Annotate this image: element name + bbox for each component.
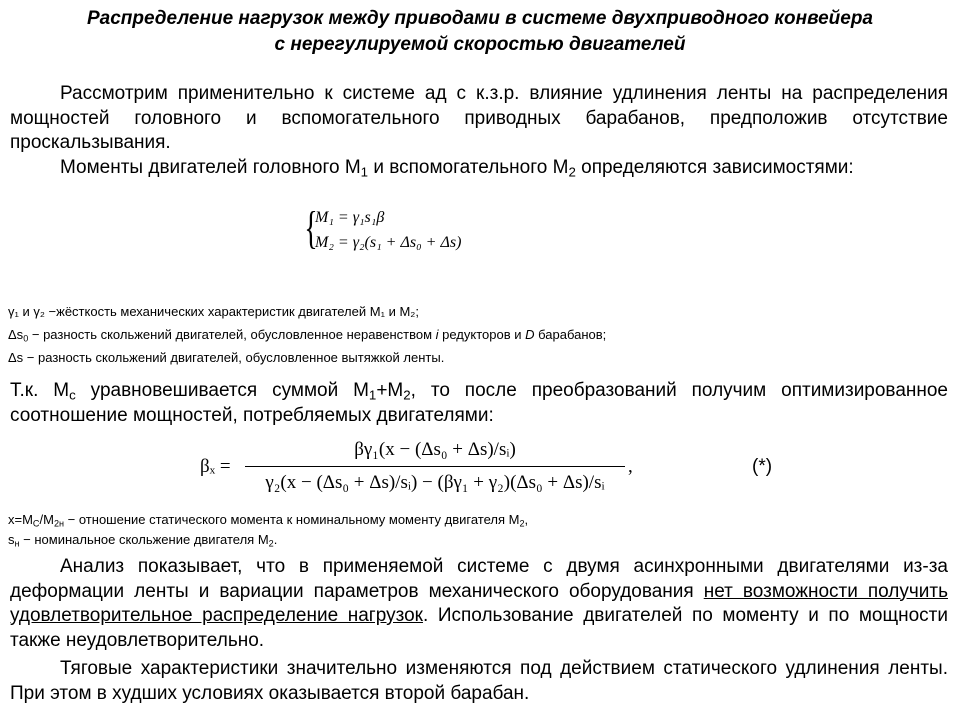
title-line-2: с нерегулируемой скоростью двигателей xyxy=(274,34,686,55)
formula-lhs: βₓ = xyxy=(200,456,231,477)
note-s-end: . xyxy=(273,532,278,547)
tk-b: уравновешивается суммой М xyxy=(75,380,369,401)
analysis-paragraph xyxy=(10,555,948,653)
note-ds0-D: D xyxy=(525,327,535,342)
equation-m1: M₁ = γ₁s₁β xyxy=(315,209,385,226)
note-s-rest: − номинальное скольжение двигателя М xyxy=(19,532,269,547)
note-ds0-i: i xyxy=(435,327,439,342)
analysis-underlined: нет возможности получить удовлетворительное распределение нагрузок xyxy=(10,580,948,626)
intro-paragraph: Рассмотрим применительно к системе ад с к.з.р. влияние удлинения ленты на распределения мощностей головного и вспомогательного приводных барабанов, предположив отсутствие проскальзывания. xyxy=(10,83,948,153)
note-s-sub-2: 2 xyxy=(268,538,274,549)
moments-text-c: определяются зависимостями: xyxy=(575,157,854,178)
note-ds0-a: Δs xyxy=(8,327,24,342)
note-ds0-sub: 0 xyxy=(23,333,29,344)
moments-sub-1: 1 xyxy=(360,164,369,180)
tk-sub-c: c xyxy=(69,387,76,403)
note-x-end: , xyxy=(524,512,529,527)
note-ds0-d: барабанов; xyxy=(534,327,607,342)
analysis-a: Анализ показывает, что в применяемой системе с двумя асинхронными двигателями из-за деформации ленты и вариации параметров механического оборудования xyxy=(10,556,948,602)
note-x-slash: /M xyxy=(39,512,54,527)
tk-sub-1: 1 xyxy=(368,387,377,403)
note-s-a: s xyxy=(8,532,15,547)
formula-fraction xyxy=(245,436,625,497)
slide-title xyxy=(20,6,940,58)
note-ds0 xyxy=(8,326,938,343)
moments-paragraph xyxy=(10,156,948,181)
tk-a: Т.к. М xyxy=(10,380,70,401)
moments-text-b: и вспомогательного М xyxy=(368,157,569,178)
note-ds0-c: редукторов и xyxy=(438,327,526,342)
note-x-sub-2n: 2н xyxy=(53,518,65,529)
note-s xyxy=(8,531,938,548)
note-x-a: x=M xyxy=(8,512,33,527)
traction-paragraph: Тяговые характеристики значительно изменяются под действием статического удлинения ленты. При этом в худших условиях оказывается второй барабан. xyxy=(10,658,948,704)
note-ds: Δs − разность скольжений двигателей, обусловленное вытяжкой ленты. xyxy=(8,350,445,365)
formula-comma: , xyxy=(628,456,633,477)
tk-plus: +М xyxy=(376,380,404,401)
note-x-sub-2: 2 xyxy=(519,518,525,529)
note-x-sub-c: C xyxy=(32,518,40,529)
analysis-b: . Использование двигателей по моменту и по мощности также неудовлетворительно. xyxy=(10,605,948,651)
fraction-bar xyxy=(245,466,625,467)
title-line-1: Распределение нагрузок между приводами в системе двухприводного конвейера xyxy=(86,8,873,29)
note-x xyxy=(8,511,938,528)
note-s-sub: н xyxy=(14,538,20,549)
note-ds0-b: − разность скольжений двигателей, обусловленное неравенством xyxy=(28,327,436,342)
formula-numerator: βγ₁(x − (Δs₀ + Δs)/sᵢ) xyxy=(354,439,516,460)
equation-m2: M₂ = γ₂(s₁ + Δs₀ + Δs) xyxy=(315,234,462,251)
formula-tag: (*) xyxy=(752,456,773,477)
tk-c: , то после преобразований получим оптимизированное соотношение мощностей, потребляемых двигателями: xyxy=(10,380,949,426)
tk-paragraph xyxy=(10,379,948,428)
note-gamma: γ₁ и γ₂ −жёсткость механических характеристик двигателей М₁ и М₂; xyxy=(8,304,419,319)
formula-denominator: γ₂(x − (Δs₀ + Δs)/sᵢ) − (βγ₁ + γ₂)(Δs₀ + Δs)/sᵢ xyxy=(265,472,605,493)
moments-text-a: Моменты двигателей головного М xyxy=(60,157,361,178)
tk-sub-2: 2 xyxy=(403,387,411,403)
note-x-rest: − отношение статического момента к номинальному моменту двигателя М xyxy=(64,512,520,527)
system-brace: { xyxy=(304,202,318,253)
moments-sub-2: 2 xyxy=(568,164,576,180)
